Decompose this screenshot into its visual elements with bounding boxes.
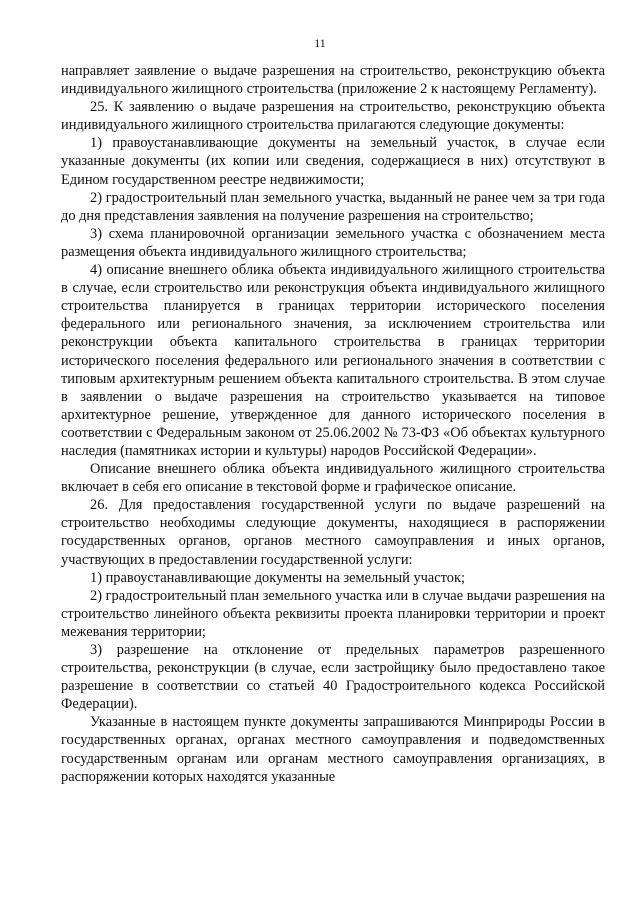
paragraph-25-2: 2) градостроительный план земельного участка, выданный не ранее чем за три года до дня представления заявления на получение разрешения на строительство; <box>61 189 605 224</box>
paragraph-26-3: 3) разрешение на отклонение от предельных параметров разрешенного строительства, реконструкции (в случае, если застройщику было предоставлено такое разрешение в соответствии со статьей 40 Градостроительного кодекса Российской Федерации). <box>61 642 605 713</box>
paragraph-26-2: 2) градостроительный план земельного участка или в случае выдачи разрешения на строительство линейного объекта реквизиты проекта планировки территории и проект межевания территории; <box>61 587 605 640</box>
paragraph-26-1: 1) правоустанавливающие документы на земельный участок; <box>90 569 465 586</box>
paragraph-item-26: 26. Для предоставления государственной услуги по выдаче разрешений на строительство необходимы следующие документы, находящиеся в распоряжении государственных органов, органов местного самоуправления и иных органов, участвующих в предоставлении государственной услуги: <box>61 497 605 568</box>
paragraph-item-25: 25. К заявлению о выдаче разрешения на строительство, реконструкцию объекта индивидуального жилищного строительства прилагаются следующие документы: <box>61 99 605 134</box>
paragraph-25-3: 3) схема планировочной организации земельного участка с обозначением места размещения объекта индивидуального жилищного строительства; <box>61 225 605 260</box>
page-number: 11 <box>314 36 326 50</box>
paragraph-25-1: 1) правоустанавливающие документы на земельный участок, в случае если указанные документы (их копии или сведения, содержащиеся в них) отсутствуют в Едином государственном реестре недвижимости; <box>61 135 605 188</box>
paragraph-description: Описание внешнего облика объекта индивидуального жилищного строительства включает в себя его описание в текстовой форме и графическое описание. <box>61 461 605 496</box>
paragraph-request: Указанные в настоящем пункте документы запрашиваются Минприроды России в государственных органах, органах местного самоуправления и подведомственных государственным органам или органам местного самоуправления организациях, в распоряжении которых находятся указанные <box>61 714 605 785</box>
paragraph-intro: направляет заявление о выдаче разрешения на строительство, реконструкцию объекта индивидуального жилищного строительства (приложение 2 к настоящему Регламенту). <box>61 63 605 98</box>
paragraph-25-4: 4) описание внешнего облика объекта индивидуального жилищного строительства в случае, если строительство или реконструкция объекта индивидуального жилищного строительства планируется в границах территории исторического поселения федерального или регионального значения, за исключением строительства или реконструкции объекта капитального строительства в границах территории исторического поселения федерального или регионального значения в соответствии с типовым архитектурным решением объекта капитального строительства. В этом случае в заявлении о выдаче разрешения на строительство указывается на типовое архитектурное решение, утвержденное для данного исторического поселения в соответствии с Федеральным законом от 25.06.2002 № 73-ФЗ «Об объектах культурного наследия (памятниках истории и культуры) народов Российской Федерации». <box>61 262 605 459</box>
document-body <box>61 62 605 786</box>
